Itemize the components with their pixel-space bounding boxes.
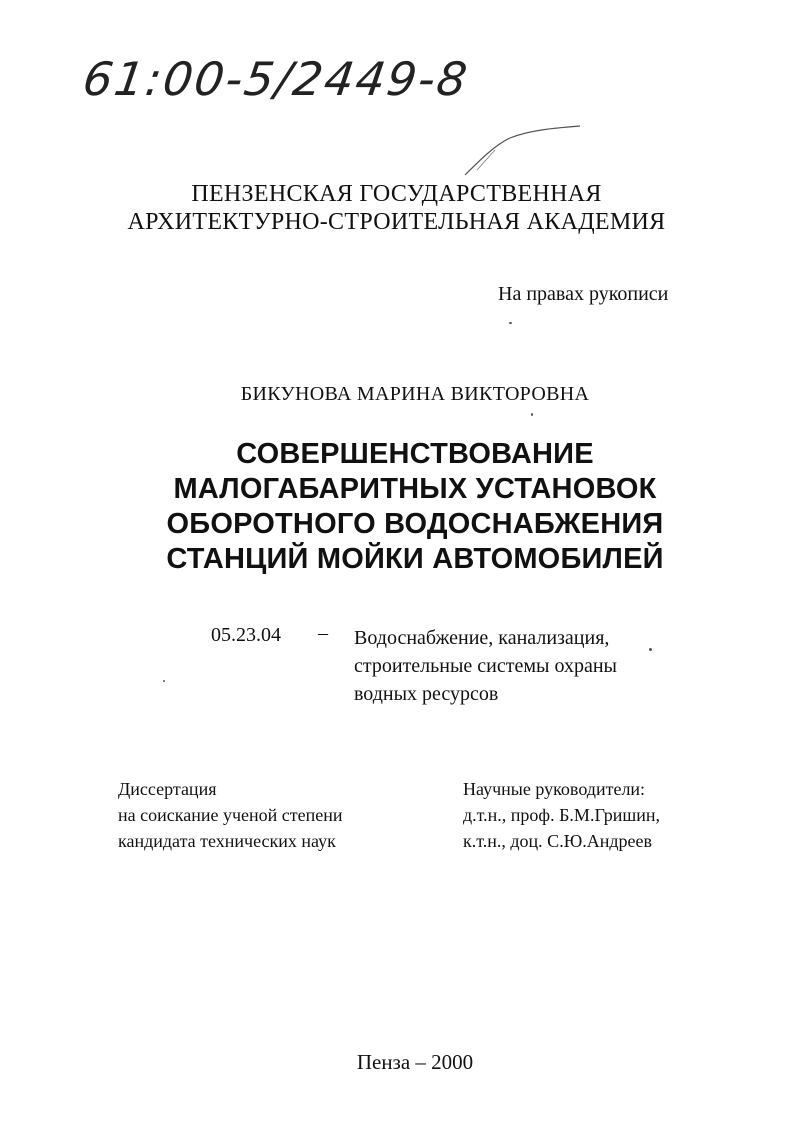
- rights-note: На правах рукописи: [498, 283, 669, 305]
- supervisor-line: д.т.н., проф. Б.М.Гришин,: [463, 805, 660, 825]
- scan-speck: [531, 413, 533, 416]
- scan-speck: [509, 322, 512, 324]
- institution-line-2: АРХИТЕКТУРНО-СТРОИТЕЛЬНАЯ АКАДЕМИЯ: [127, 209, 666, 235]
- specialty-dash: –: [318, 622, 328, 644]
- title-line: МАЛОГАБАРИТНЫХ УСТАНОВОК: [173, 473, 657, 505]
- dissertation-title: [0, 437, 793, 577]
- dissertation-degree-block: [118, 776, 343, 854]
- pen-scribble-mark: [455, 120, 585, 180]
- institution-name: [0, 180, 793, 236]
- specialty-line: Водоснабжение, канализация,: [354, 627, 610, 649]
- specialty-description: [354, 624, 617, 708]
- archive-code-handwritten: 61:00-5/2449-8: [79, 52, 473, 106]
- specialty-line: водных ресурсов: [354, 683, 499, 705]
- title-line: СОВЕРШЕНСТВОВАНИЕ: [236, 438, 594, 470]
- title-line: ОБОРОТНОГО ВОДОСНАБЖЕНИЯ: [166, 508, 664, 540]
- specialty-line: строительные системы охраны: [354, 655, 617, 677]
- degree-line: на соискание ученой степени: [118, 805, 343, 825]
- city-year: Пенза – 2000: [356, 1050, 474, 1074]
- supervisor-line: Научные руководители:: [463, 779, 646, 799]
- degree-line: кандидата технических наук: [118, 831, 336, 851]
- scan-speck: [163, 680, 165, 682]
- degree-line: Диссертация: [118, 779, 217, 799]
- supervisor-line: к.т.н., доц. С.Ю.Андреев: [463, 831, 652, 851]
- title-line: СТАНЦИЙ МОЙКИ АВТОМОБИЛЕЙ: [166, 543, 664, 575]
- scan-speck: [649, 648, 652, 651]
- specialty-code: 05.23.04: [211, 624, 281, 646]
- institution-line-1: ПЕНЗЕНСКАЯ ГОСУДАРСТВЕННАЯ: [191, 181, 602, 207]
- supervisors-block: [463, 776, 660, 854]
- author-name: БИКУНОВА МАРИНА ВИКТОРОВНА: [240, 383, 590, 405]
